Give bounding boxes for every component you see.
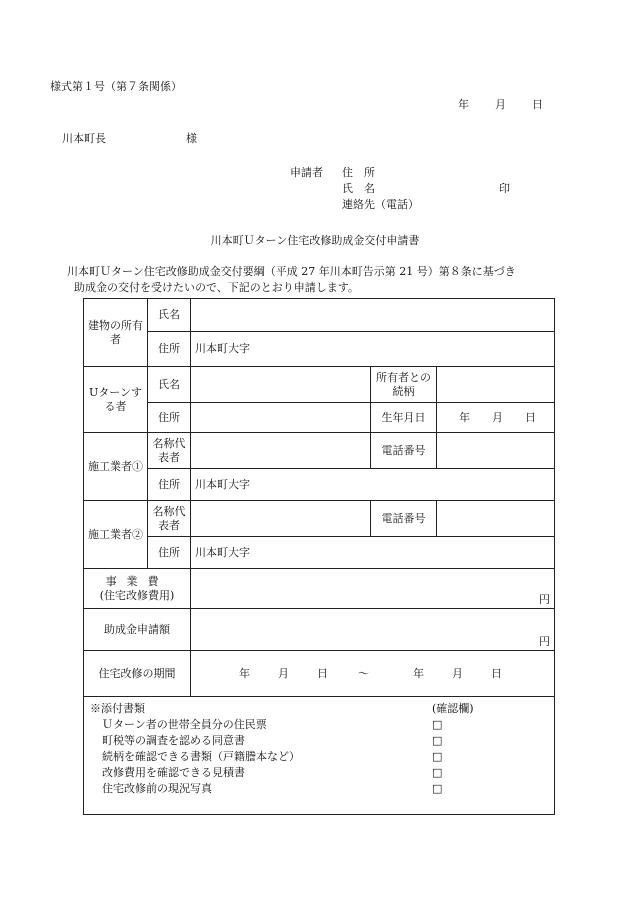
applicant-label: 申請者 xyxy=(290,166,323,179)
contractor1-phone-field[interactable] xyxy=(437,433,555,469)
addressee-suffix: 様 xyxy=(186,132,197,145)
attachment-item: 続柄を確認できる書類（戸籍謄本など） xyxy=(102,750,300,764)
period-end-year: 年 xyxy=(413,666,424,680)
contractor1-label: 施工業者① xyxy=(84,433,148,501)
attachment-item: 町税等の調査を認める同意書 xyxy=(102,734,245,748)
contractor2-phone-field[interactable] xyxy=(437,501,555,537)
cost-label-cell xyxy=(84,569,191,609)
contractor2-address-label: 住所 xyxy=(148,537,191,569)
period-start-day: 日 xyxy=(317,666,328,680)
attachment-checkbox[interactable]: □ xyxy=(432,782,443,796)
period-end-day: 日 xyxy=(491,666,502,680)
applicant-address-label: 住 所 xyxy=(342,166,375,179)
uturn-address-label: 住所 xyxy=(148,403,191,433)
contractor1-name-rep-label: 名称代表者 xyxy=(148,433,191,469)
period-label: 住宅改修の期間 xyxy=(84,651,191,697)
uturn-relation-field[interactable] xyxy=(437,367,555,403)
seal-mark: 印 xyxy=(499,182,510,195)
period-end-month: 月 xyxy=(452,666,463,680)
contractor2-label: 施工業者② xyxy=(84,501,148,569)
date-day: 日 xyxy=(532,98,543,111)
owner-address-label: 住所 xyxy=(148,332,191,367)
attachments-label: ※添付書類 xyxy=(90,702,145,716)
attachment-item: 住宅改修前の現況写真 xyxy=(102,782,212,796)
period-tilde: ～ xyxy=(358,666,369,680)
contractor1-name-field[interactable] xyxy=(191,433,371,469)
owner-name-label: 氏名 xyxy=(148,299,191,332)
grant-unit: 円 xyxy=(539,634,550,648)
intro-line-2: 助成金の交付を受けたいので、下記のとおり申請します。 xyxy=(74,280,359,294)
date-year: 年 xyxy=(458,98,469,111)
birth-day: 日 xyxy=(525,410,536,424)
owner-address-field[interactable]: 川本町大字 xyxy=(191,332,555,367)
document-title: 川本町Ｕターン住宅改修助成金交付申請書 xyxy=(210,234,420,247)
form-number: 様式第１号（第７条関係） xyxy=(50,80,182,93)
birth-year: 年 xyxy=(459,410,470,424)
grant-field[interactable] xyxy=(191,609,555,651)
application-date xyxy=(458,98,543,112)
applicant-contact-label: 連絡先（電話） xyxy=(342,198,419,211)
cost-unit: 円 xyxy=(539,592,550,606)
date-month: 月 xyxy=(495,98,506,111)
attachment-item: 改修費用を確認できる見積書 xyxy=(102,766,245,780)
uturn-birthdate-label: 生年月日 xyxy=(371,403,437,433)
contractor2-name-rep-label: 名称代表者 xyxy=(148,501,191,537)
attachment-checkbox[interactable]: □ xyxy=(432,718,443,732)
attachments-cell xyxy=(84,697,555,815)
uturn-name-field[interactable] xyxy=(191,367,371,403)
period-field[interactable] xyxy=(191,651,555,697)
cost-label: 事業費 xyxy=(105,575,169,589)
uturn-birthdate-field[interactable] xyxy=(437,403,555,433)
contractor1-address-label: 住所 xyxy=(148,469,191,501)
attachment-row xyxy=(90,765,548,781)
attachment-row xyxy=(90,749,548,765)
attachment-checkbox[interactable]: □ xyxy=(432,750,443,764)
contractor2-name-field[interactable] xyxy=(191,501,371,537)
contractor1-phone-label: 電話番号 xyxy=(371,433,437,469)
attachment-item: Ｕターン者の世帯全員分の住民票 xyxy=(102,718,267,732)
grant-label: 助成金申請額 xyxy=(84,609,191,651)
attachment-checkbox[interactable]: □ xyxy=(432,734,443,748)
owner-label: 建物の所有者 xyxy=(84,299,148,367)
intro-line-1: 川本町Ｕターン住宅改修助成金交付要綱（平成 27 年川本町告示第 21 号）第８条に基づき xyxy=(67,265,516,278)
owner-name-field[interactable] xyxy=(191,299,555,332)
attachment-row xyxy=(90,733,548,749)
contractor1-address-field[interactable]: 川本町大字 xyxy=(191,469,555,501)
period-start-month: 月 xyxy=(278,666,289,680)
uturn-name-label: 氏名 xyxy=(148,367,191,403)
birth-month: 月 xyxy=(492,410,503,424)
contractor2-address-field[interactable]: 川本町大字 xyxy=(191,537,555,569)
addressee: 川本町長 xyxy=(62,132,106,145)
uturn-relation-label: 所有者との続柄 xyxy=(371,367,437,403)
attachment-row xyxy=(90,717,548,733)
applicant-name-label: 氏 名 xyxy=(342,182,375,195)
uturn-address-field[interactable] xyxy=(191,403,371,433)
cost-sublabel: (住宅改修費用) xyxy=(99,588,175,602)
application-table xyxy=(83,298,555,815)
attachment-row xyxy=(90,781,548,797)
cost-field[interactable] xyxy=(191,569,555,609)
uturn-label: Uターンする者 xyxy=(84,367,148,433)
attachment-checkbox[interactable]: □ xyxy=(432,766,443,780)
confirm-label: (確認欄) xyxy=(432,702,474,716)
period-start-year: 年 xyxy=(239,666,250,680)
contractor2-phone-label: 電話番号 xyxy=(371,501,437,537)
intro-paragraph xyxy=(56,264,556,296)
